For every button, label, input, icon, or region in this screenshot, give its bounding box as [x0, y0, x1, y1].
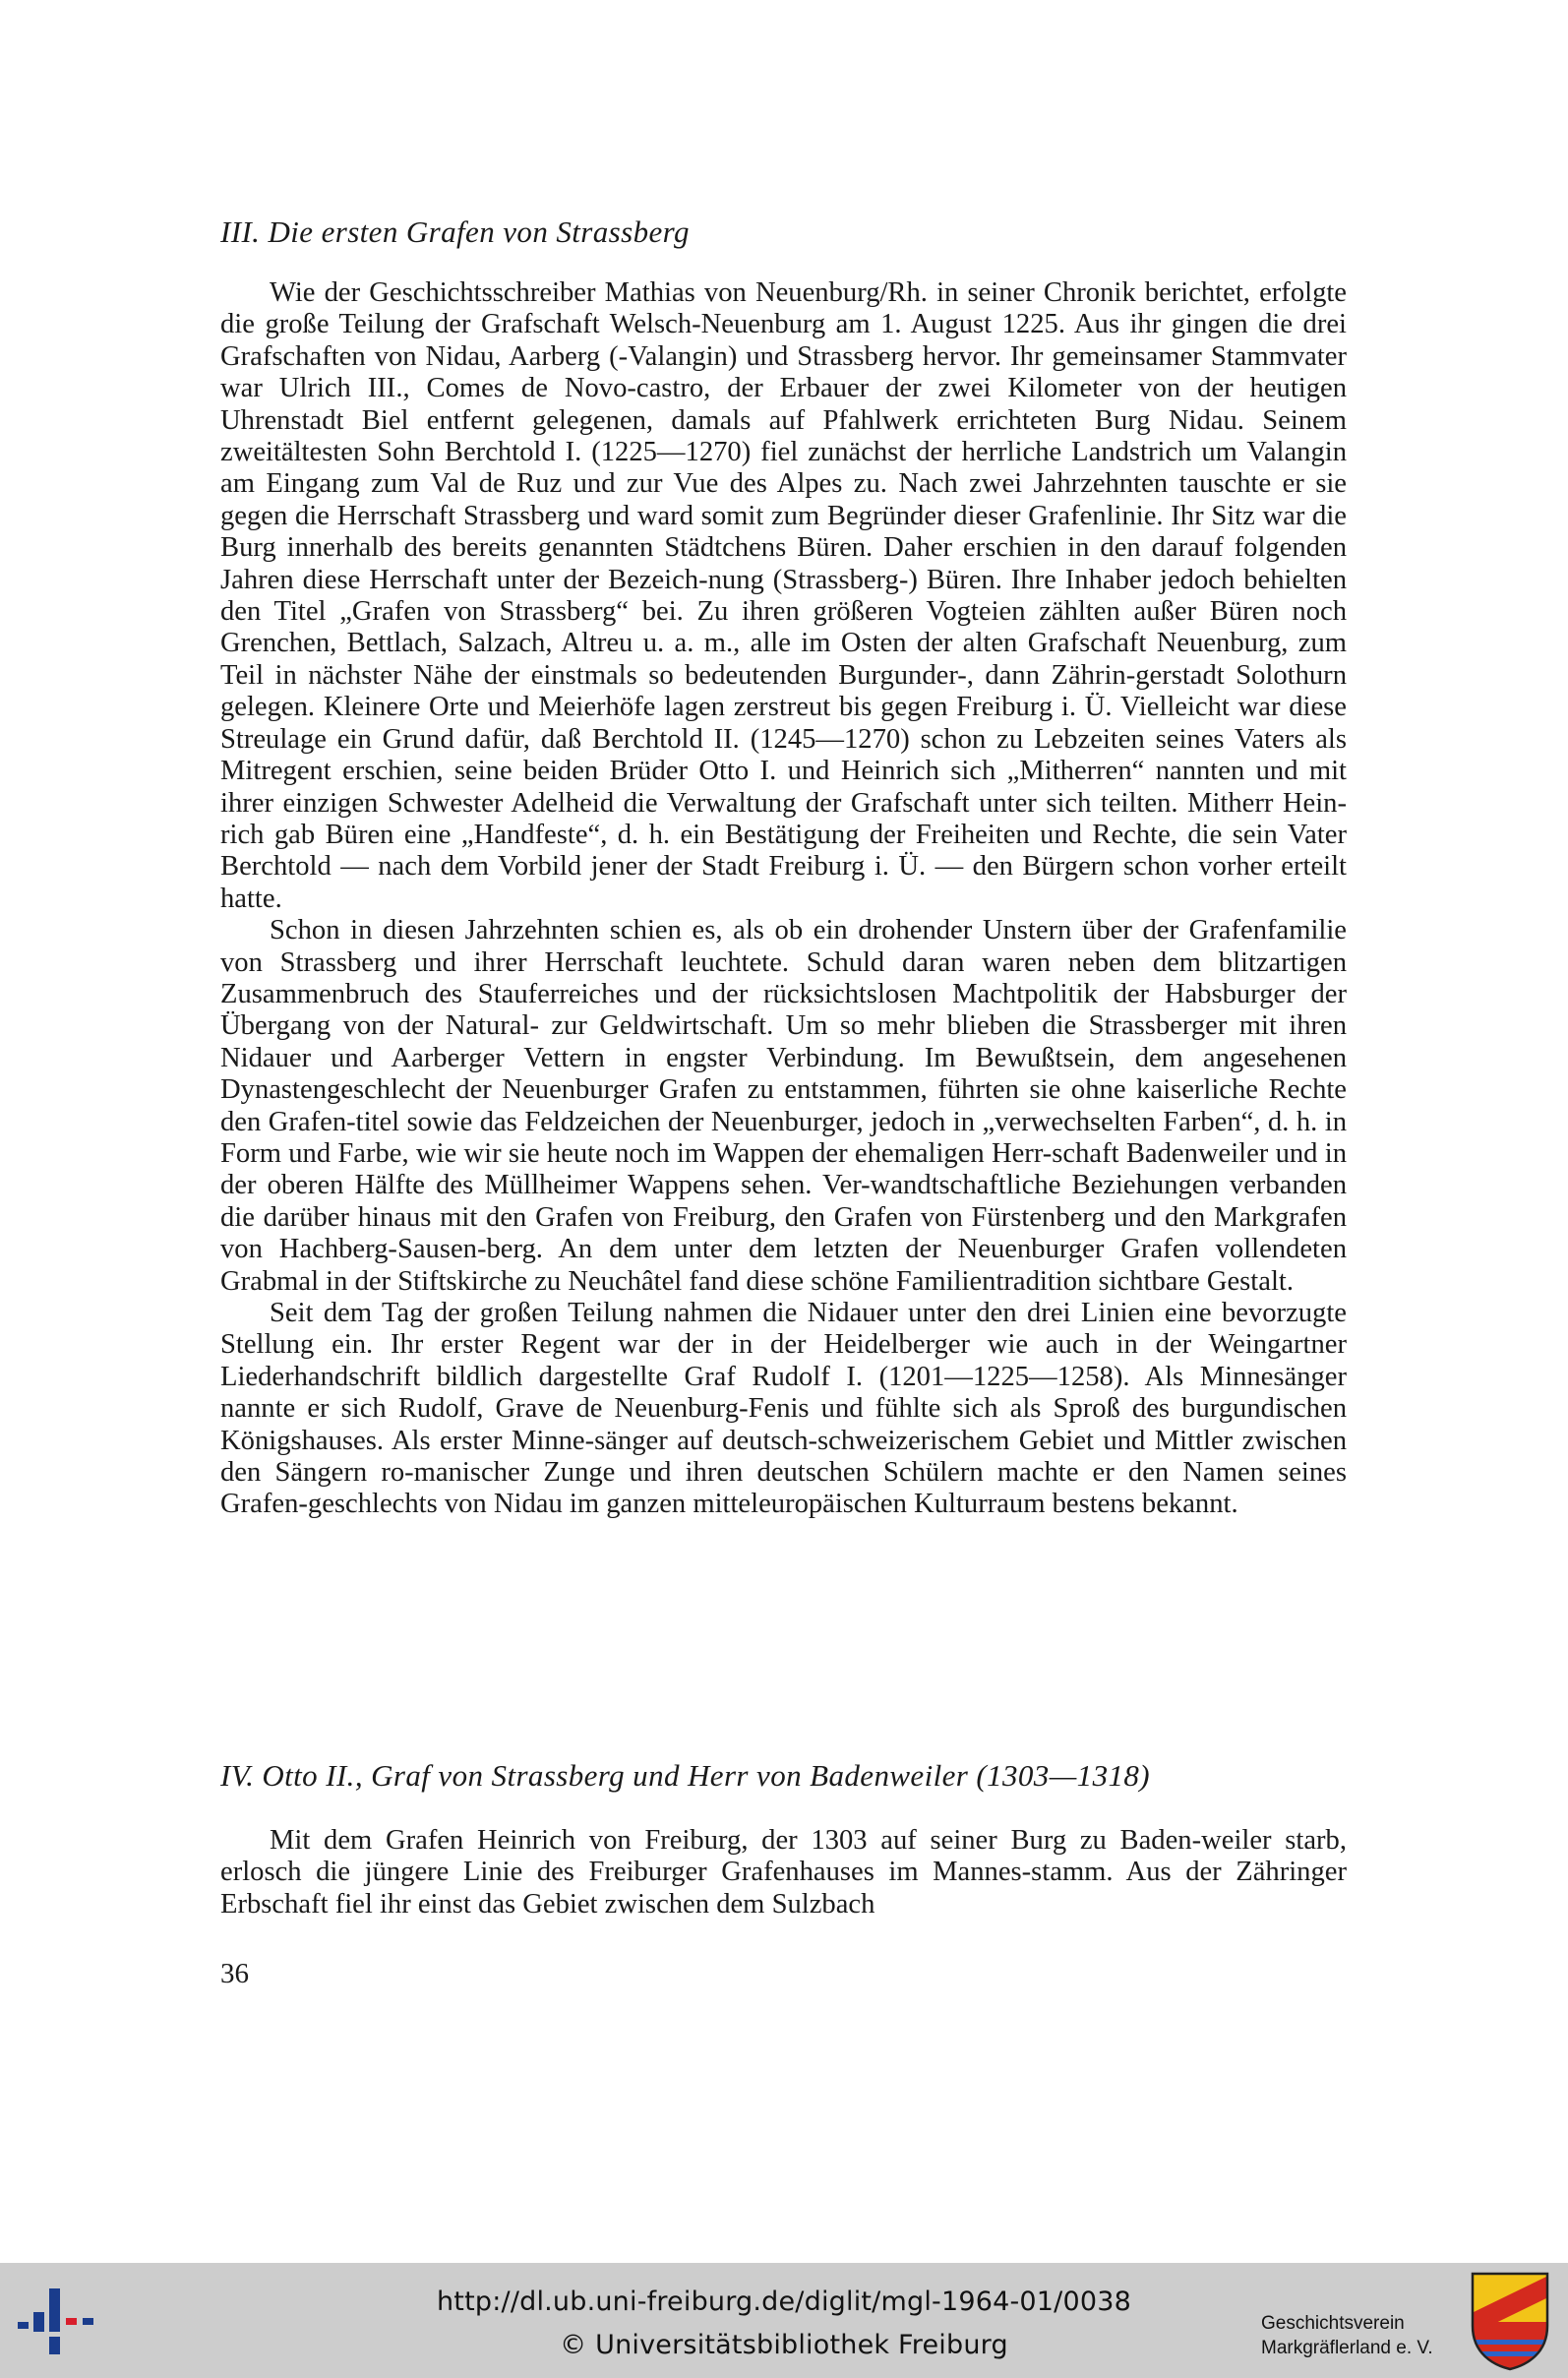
- section-body: [220, 277, 1347, 1521]
- section-heading: IV. Otto II., Graf von Strassberg und Herr von Badenweiler (1303—1318): [220, 1758, 1150, 1793]
- paragraph: Wie der Geschichtsschreiber Mathias von Neuenburg/Rh. in seiner Chronik berichtet, erfolgte die große Teilung der Grafschaft Welsch-Neuenburg am 1. August 1225. Aus ihr gingen die drei Grafschaften von Nidau, Aarberg (-Valangin) und Strassberg hervor. Ihr gemeinsamer Stammvater war Ulrich III., Comes de Novo-castro, der Erbauer der zwei Kilometer von der heutigen Uhrenstadt Biel entfernt gelegenen, damals auf Pfahlwerk errichteten Burg Nidau. Seinem zweitältesten Sohn Berchtold I. (1225—1270) fiel zunächst der herrliche Landstrich um Valangin am Eingang zum Val de Ruz und zur Vue des Alpes zu. Nach zwei Jahrzehnten tauschte er sie gegen die Herrschaft Strassberg und ward somit zum Begründer dieser Grafenlinie. Ihr Sitz war die Burg innerhalb des bereits genannten Städtchens Büren. Daher erschien in den darauf folgenden Jahren diese Herrschaft unter der Bezeich-nung (Strassberg-) Büren. Ihre Inhaber jedoch behielten den Titel „Grafen von Strassberg“ bei. Zu ihren größeren Vogteien zählten außer Büren noch Grenchen, Bettlach, Salzach, Altreu u. a. m., alle im Osten der alten Grafschaft Neuenburg, zum Teil in nächster Nähe der einstmals so bedeutenden Burgunder-, dann Zährin-gerstadt Solothurn gelegen. Kleinere Orte und Meierhöfe lagen zerstreut bis gegen Freiburg i. Ü. Vielleicht war diese Streulage ein Grund dafür, daß Berchtold II. (1245—1270) schon zu Lebzeiten seines Vaters als Mitregent erschien, seine beiden Brüder Otto I. und Heinrich sich „Mitherren“ nannten und mit ihrer einzigen Schwester Adelheid die Verwaltung der Grafschaft unter sich teilten. Mitherr Hein-rich gab Büren eine „Handfeste“, d. h. ein Bestätigung der Freiheiten und Rechte, die sein Vater Berchtold — nach dem Vorbild jener der Stadt Freiburg i. Ü. — den Bürgern schon vorher erteilt hatte.: [220, 277, 1347, 914]
- paragraph: Seit dem Tag der großen Teilung nahmen die Nidauer unter den drei Linien eine bevorzugte Stellung ein. Ihr erster Regent war der in der Heidelberger wie auch in der Weingartner Liederhandschrift bildlich dargestellte Graf Rudolf I. (1201—1225—1258). Als Minnesänger nannte er sich Rudolf, Grave de Neuenburg-Fenis und fühlte sich als Sproß des burgundischen Königshauses. Als erster Minne-sänger auf deutsch-schweizerischem Gebiet und Mittler zwischen den Sängern ro-manischer Zunge und ihren deutschen Schülern machte er den Namen seines Grafen-geschlechts von Nidau im ganzen mitteleuropäischen Kulturraum bestens bekannt.: [220, 1298, 1347, 1520]
- section-heading: III. Die ersten Grafen von Strassberg: [220, 214, 690, 249]
- section-body: [220, 1825, 1347, 1921]
- footer-url-link[interactable]: http://dl.ub.uni-freiburg.de/diglit/mgl-1964-01/0038: [437, 2287, 1131, 2317]
- paragraph: Schon in diesen Jahrzehnten schien es, als ob ein drohender Unstern über der Grafenfamilie von Strassberg und ihrer Herrschaft leuchtete. Schuld daran waren neben dem blitzartigen Zusammenbruch des Stauferreiches und der rücksichtslosen Machtpolitik der Habsburger der Übergang von der Natural- zur Geldwirtschaft. Um so mehr blieben die Strassberger mit ihren Nidauer und Aarberger Vettern in engster Verbindung. Im Bewußtsein, dem angesehenen Dynastengeschlecht der Neuenburger Grafen zu entstammen, führten sie ohne kaiserliche Rechte den Grafen-titel sowie das Feldzeichen der Neuenburger, jedoch in „verwechselten Farben“, d. h. in Form und Farbe, wie wir sie heute noch im Wappen der ehemaligen Herr-schaft Badenweiler und in der oberen Hälfte des Müllheimer Wappens sehen. Ver-wandtschaftliche Beziehungen verbanden die darüber hinaus mit den Grafen von Freiburg, den Grafen von Fürstenberg und den Markgrafen von Hachberg-Sausen-berg. An dem unter dem letzten der Neuenburger Grafen vollendeten Grabmal in der Stiftskirche zu Neuchâtel fand diese schöne Familientradition sichtbare Gestalt.: [220, 915, 1347, 1297]
- paragraph: Mit dem Grafen Heinrich von Freiburg, der 1303 auf seiner Burg zu Baden-weiler starb, erlosch die jüngere Linie des Freiburger Grafenhauses im Mannes-stamm. Aus der Zähringer Erbschaft fiel ihr einst das Gebiet zwischen dem Sulzbach: [220, 1825, 1347, 1920]
- org-name-line: Geschichtsverein: [1261, 2313, 1405, 2334]
- footer-organization: [1261, 2311, 1458, 2360]
- page-number: 36: [220, 1958, 249, 1989]
- footer-copyright: © Universitätsbibliothek Freiburg: [560, 2330, 1008, 2360]
- coat-of-arms-icon: [1470, 2271, 1550, 2371]
- footer-bar: [0, 2263, 1568, 2378]
- org-name-line: Markgräflerland e. V.: [1261, 2338, 1433, 2358]
